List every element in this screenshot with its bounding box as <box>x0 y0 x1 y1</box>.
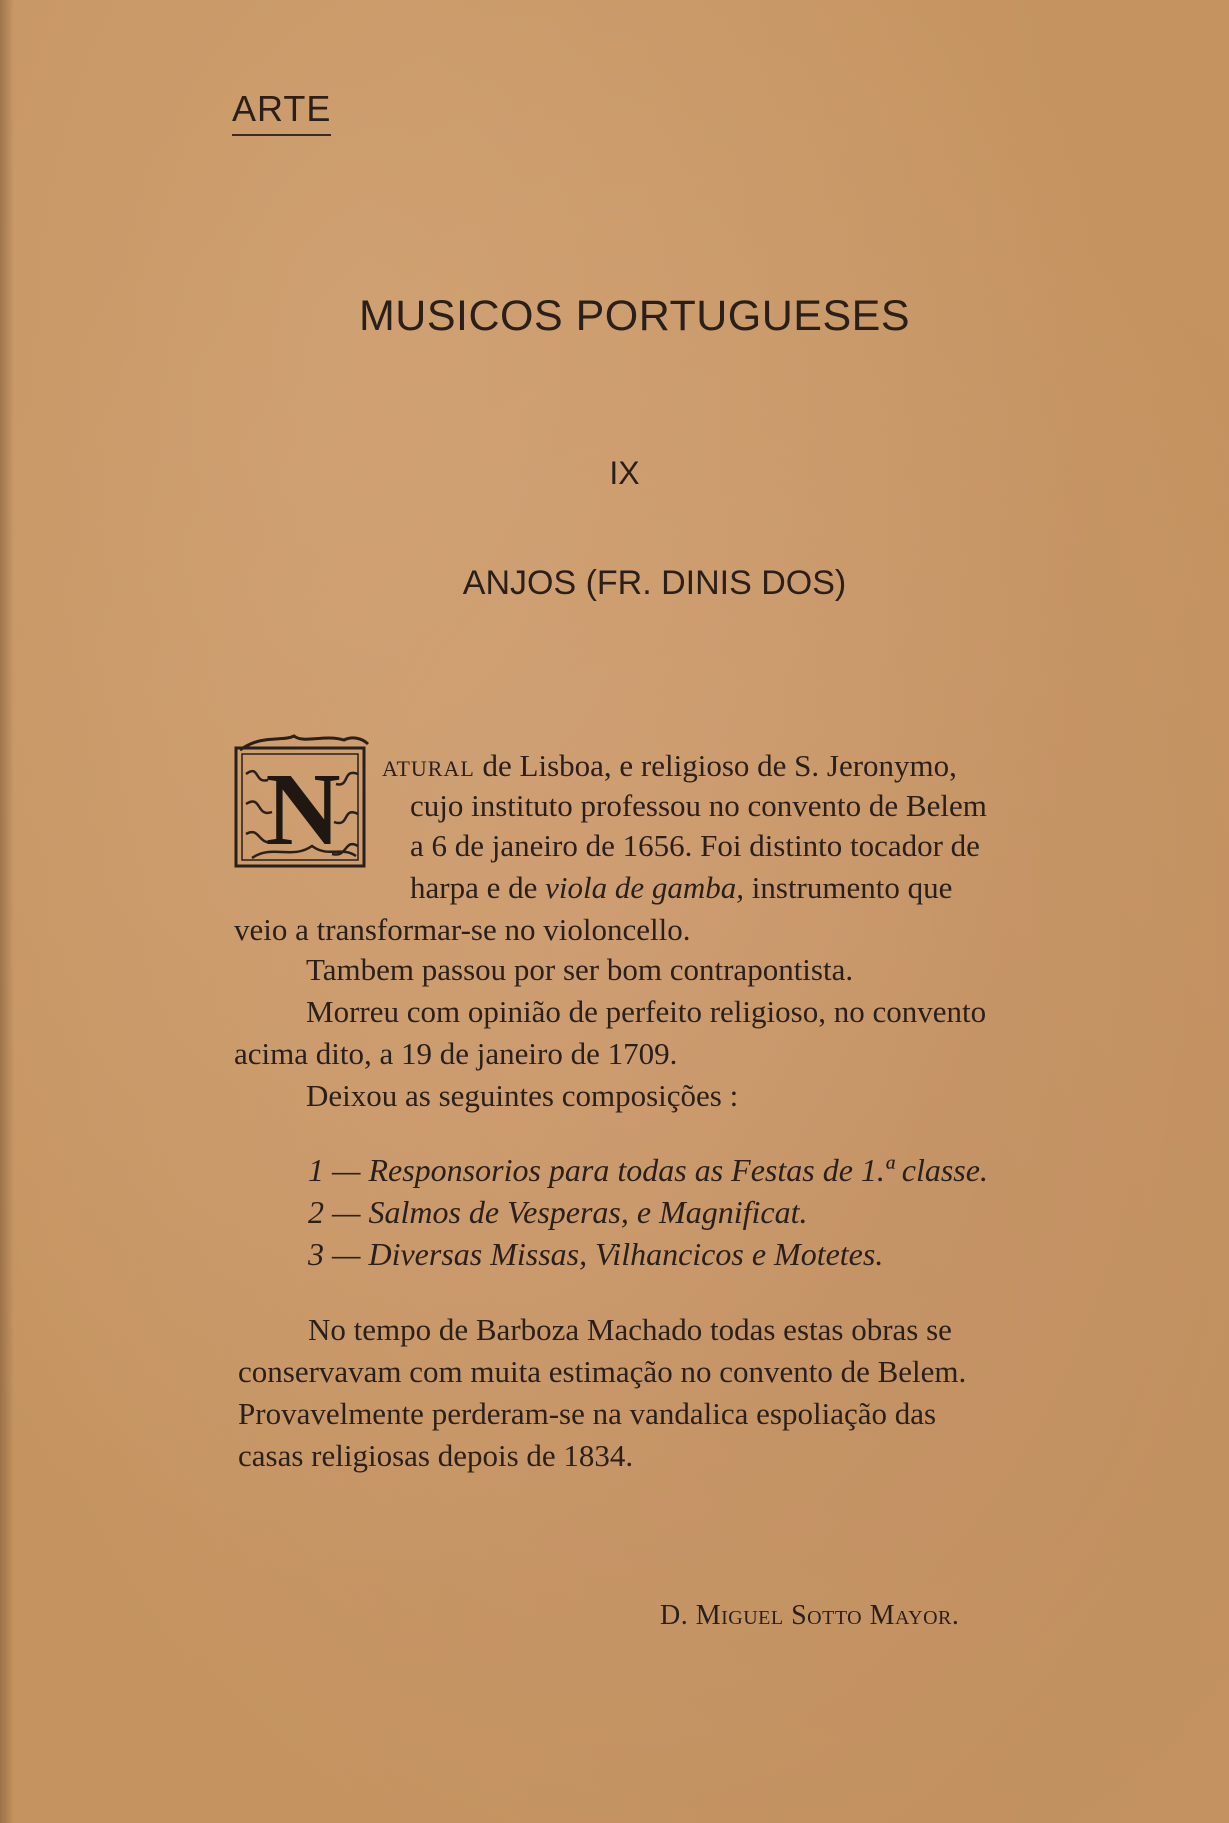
dropcap-letter: N <box>265 752 341 867</box>
paragraph-1-lead: atural <box>382 748 475 783</box>
composition-item: 2 — Salmos de Vesperas, e Magnificat. <box>308 1194 808 1230</box>
composition-item: 3 — Diversas Missas, Vilhancicos e Motetes. <box>308 1236 884 1272</box>
section-label: ARTE <box>232 88 331 136</box>
paragraph-4: Deixou as seguintes composições : <box>306 1078 739 1113</box>
dropcap-ornament <box>232 734 372 872</box>
author-signature: D. Miguel Sotto Mayor. <box>660 1600 960 1631</box>
paragraph-1-line-1 <box>382 748 957 784</box>
paragraph-5-line-2: conservavam com muita estimação no convento de Belem. <box>238 1354 967 1389</box>
paragraph-3-line-1: Morreu com opinião de perfeito religioso, no convento <box>306 994 987 1029</box>
paragraph-5-line-3: Provavelmente perderam-se na vandalica espoliação das <box>238 1396 937 1431</box>
paragraph-1-line-4-italic: viola de gamba, <box>545 870 745 905</box>
composition-item: 1 — Responsorios para todas as Festas de 1.ª classe. <box>308 1152 988 1188</box>
article-number: IX <box>609 455 640 491</box>
paragraph-1-line-5: veio a transformar-se no violoncello. <box>234 912 691 947</box>
paragraph-1-line-4-a: harpa e de <box>410 870 538 905</box>
paragraph-1-line-3: a 6 de janeiro de 1656. Foi distinto tocador de <box>410 828 980 863</box>
paragraph-1-line-2: cujo instituto professou no convento de Belem <box>410 788 987 823</box>
paragraph-3-line-2: acima dito, a 19 de janeiro de 1709. <box>234 1036 678 1071</box>
paragraph-2: Tambem passou por ser bom contrapontista. <box>306 952 854 987</box>
paragraph-1-line-4-b: instrumento que <box>751 870 953 905</box>
paragraph-5-line-1: No tempo de Barboza Machado todas estas obras se <box>308 1312 952 1347</box>
paragraph-5-line-4: casas religiosas depois de 1834. <box>238 1438 634 1473</box>
paragraph-1-line-4 <box>410 870 952 906</box>
paragraph-1-line-1-text: de Lisboa, e religioso de S. Jeronymo, <box>482 748 957 783</box>
article-subject: ANJOS (FR. DINIS DOS) <box>462 564 847 602</box>
article-title: MUSICOS PORTUGUESES <box>358 292 911 340</box>
